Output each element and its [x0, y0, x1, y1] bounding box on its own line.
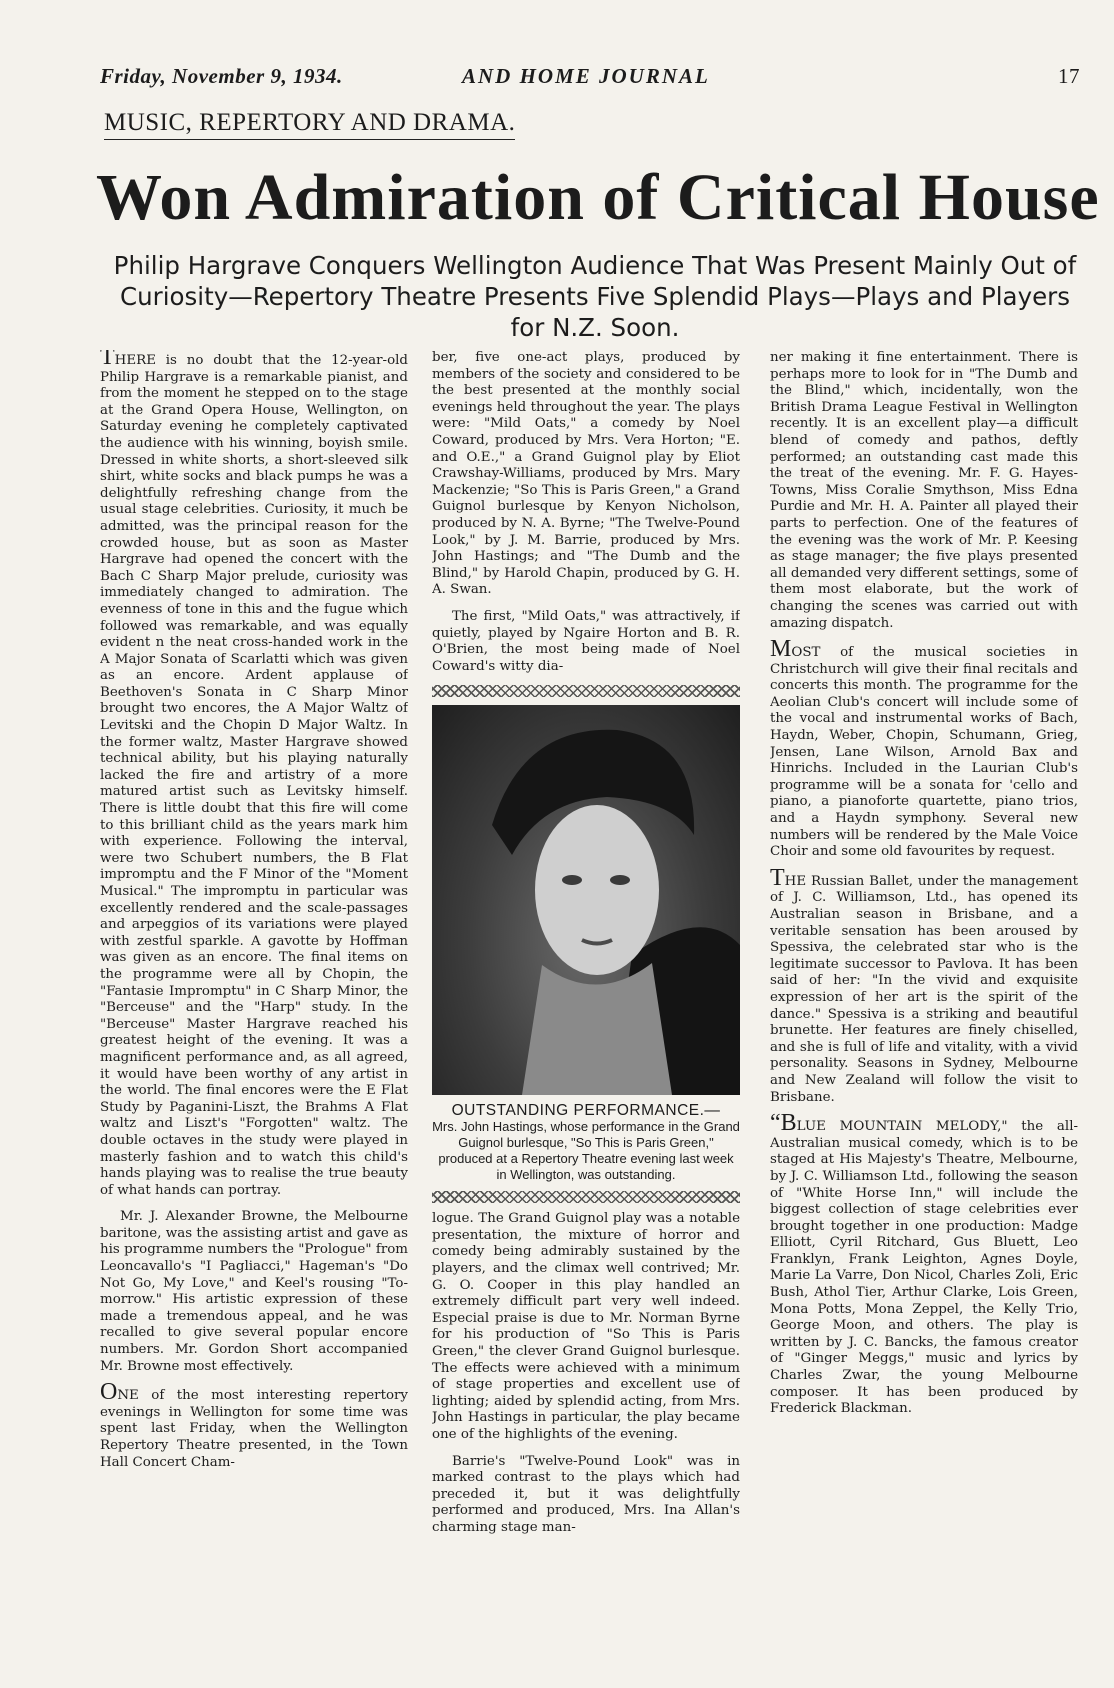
- caption-body: Mrs. John Hastings, whose performance in the Grand Guignol burlesque, "So This is Paris Green," produced at a Repertory Theatre evening last week in Wellington, was outstanding.: [432, 1119, 740, 1183]
- photo-caption: [432, 1103, 740, 1183]
- paragraph: Mr. J. Alexander Browne, the Melbourne baritone, was the assisting artist and gave as his programme numbers the "Prologue" from Leoncavallo's "I Pagliacci," Hageman's "Do Not Go, My Love," and Keel's rousing "To-morrow." His artistic expression of these made a tremendous appeal, and he was recalled to give several popular encore numbers. Mr. Gordon Short accompanied Mr. Browne most effectively.: [100, 1209, 408, 1374]
- drop-cap: T: [770, 864, 785, 891]
- paragraph-text: HERE is no doubt that the 12-year-old Philip Hargrave is a remarkable pianist, and from the moment he stepped on to the stage at the Grand Opera House, Wellington, on Saturday evening he completely captivated the audience with his winning, boyish smile. Dressed in white shorts, a short-sleeved silk shirt, white socks and black pumps he was a delightfully refreshing change from the usual stage celebrities. Curiosity, it much be admitted, was the principal reason for the crowded house, but as soon as Master Hargrave had opened the concert with the Bach C Sharp Major prelude, curiosity was immediately changed to admiration. The evenness of tone in this and the fugue which followed was remarkable, and was equally evident n the neat cross-handed work in the A Major Sonata of Scarlatti which was given as an encore. Ardent applause of Beethoven's Sonata in C Sharp Minor brought two encores, the A Major Waltz of Levitski and the Chopin D Major Waltz. In the former waltz, Master Hargrave showed technical ability, but his playing naturally lacked the fire and artistry of a more matured artist such as Levitsky himself. There is little doubt that this fire will come to this brilliant child as the years mark him with experience. Following the interval, were two Schubert numbers, the B Flat impromptu and the F Minor of the "Moment Musical." The impromptu in particular was excellently rendered and the scale-passages and arpeggios of its variations were played with zestful sparkle. A gavotte by Hoffman was given as an encore. The final items on the programme were all by Chopin, the "Fantasie Impromptu" in C Sharp Minor, the "Berceuse" and the "Harp" study. In the "Berceuse" Master Hargrave reached his greatest height of the evening. It was a magnificent performance and, as all agreed, it would have been worthy of any artist in the world. The final encores were the E Flat Study by Paganini-Liszt, the Brahms A Flat waltz and Liszt's "Forgotten" waltz. The double octaves in the study were played in masterly fashion and to watch this child's hands playing was to realise the true beauty of what hands can portray.: [100, 353, 408, 1198]
- paragraph-text: OST of the musical societies in Christchurch will give their final recitals and concerts this month. The programme for the Aeolian Club's concert will include some of the vocal and instrumental works of Bach, Haydn, Weber, Chopin, Schumann, Grieg, Jensen, Lane Wilson, Arnold Bax and Hinrichs. Included in the Laurian Club's programme will be a sonata for 'cello and piano, a pianoforte quartette, piano trios, and a Haydn symphony. Several new numbers will be rendered by the Male Voice Choir and some old favourites by request.: [770, 645, 1078, 860]
- page-number: 17: [1058, 64, 1080, 88]
- portrait-photo: [432, 705, 740, 1095]
- paragraph: The first, "Mild Oats," was attractively, if quietly, played by Ngaire Horton and B. R. O'Brien, the most being made of Noel Coward's witty dia-: [432, 608, 740, 674]
- paragraph-text: HE Russian Ballet, under the management of J. C. Williamson, Ltd., has opened its Australian season in Brisbane, and a veritable sensation has been aroused by Spessiva, the celebrated star who is the legitimate successor to Pavlova. It has been said of her: "In the vivid and exquisite expression of her art is the spirit of the dance." Spessiva is a striking and beautiful brunette. Her features are finely chiselled, and she is full of life and vitality, with a vivid personality. Seasons in Sydney, Melbourne and New Zealand will follow the visit to Brisbane.: [770, 873, 1078, 1105]
- journal-name: AND HOME JOURNAL: [462, 64, 710, 88]
- headline: Won Admiration of Critical House: [96, 161, 1100, 234]
- drop-cap: T: [100, 350, 115, 370]
- drop-cap: M: [770, 636, 792, 663]
- paragraph: [770, 636, 1078, 861]
- paragraph: [100, 350, 408, 1199]
- paragraph: [770, 1110, 1078, 1418]
- paragraph: ner making it fine entertainment. There is perhaps more to look for in "The Dumb and the Blind," which, incidentally, won the British Drama League Festival in Wellington recently. It is an excellent play—a difficult blend of comedy and pathos, deftly performed; an outstanding cast made this the treat of the evening. Mr. F. G. Hayes-Towns, Miss Coralie Smythson, Miss Edna Purdie and Mr. H. A. Painter all played their parts to perfection. One of the features of the evening was the work of Mr. P. Keesing as stage manager; the five plays presented all demanded very different settings, some of them most elaborate, but the work of changing the scenes was carried out with amazing dispatch.: [770, 350, 1078, 631]
- drop-cap: “B: [770, 1110, 797, 1137]
- issue-date: Friday, November 9, 1934.: [100, 64, 343, 88]
- paragraph: ber, five one-act plays, produced by members of the society and considered to be the best presented at the monthly social evenings held throughout the year. The plays were: "Mild Oats," a comedy by Noel Coward, produced by Mrs. Vera Horton; "E. and O.E.," a Grand Guignol play by Eliot Crawshay-Williams, produced by Mrs. Mary Mackenzie; "So This is Paris Green," a Grand Guignol burlesque by Kenyon Nicholson, produced by N. A. Byrne; "The Twelve-Pound Look," by J. M. Barrie, produced by Mrs. John Hastings; and "The Dumb and the Blind," by Harold Chapin, produced by G. H. A. Swan.: [432, 350, 740, 598]
- article-column-3: [770, 350, 1078, 1670]
- paragraph-text: LUE MOUNTAIN MELODY," the all-Australian musical comedy, which is to be staged at His Majesty's Theatre, Melbourne, by J. C. Williamson Ltd., following the season of "White Horse Inn," will include the biggest collection of stage celebrities ever brought together in one production: Madge Elliott, Cyril Ritchard, Gus Bluett, Leo Franklyn, Frank Leighton, Agnes Doyle, Marie La Varre, Don Nicol, Charles Zoli, Eric Bush, Athol Tier, Arthur Clarke, Lois Green, Mona Potts, Mona Zeppel, the Kelly Trio, George Moon, and others. The play is written by J. C. Bancks, the famous creator of "Ginger Meggs," music and lyrics by Charles Zwar, the young Melbourne composer. It has been produced by Frederick Blackman.: [770, 1119, 1078, 1417]
- section-title: MUSIC, REPERTORY AND DRAMA.: [104, 108, 515, 140]
- paragraph: logue. The Grand Guignol play was a notable presentation, the mixture of horror and comedy being admirably sustained by the players, and the climax well contrived; Mr. G. O. Cooper in this play handled an extremely difficult part very well indeed. Especial praise is due to Mr. Norman Byrne for his production of "So This is Paris Green," the clever Grand Guignol burlesque. The effects were achieved with a minimum of stage properties and excellent use of lighting; aided by splendid acting, from Mrs. John Hastings in particular, the play became one of the highlights of the evening.: [432, 1211, 740, 1442]
- subheadline: Philip Hargrave Conquers Wellington Audience That Was Present Mainly Out of Curiosity—Repertory Theatre Presents Five Splendid Plays—Plays and Players for N.Z. Soon.: [113, 251, 1077, 342]
- paragraph-text: NE of the most interesting repertory evenings in Wellington for some time was spent last Friday, when the Wellington Repertory Theatre presented, in the Town Hall Concert Cham-: [100, 1388, 408, 1470]
- drop-cap: O: [100, 1379, 118, 1406]
- ornamental-rule: [432, 1191, 740, 1203]
- paragraph: Barrie's "Twelve-Pound Look" was in marked contrast to the plays which had preceded it, but it was delightfully performed and produced, Mrs. Ina Allan's charming stage man-: [432, 1453, 740, 1535]
- paragraph: [770, 864, 1078, 1106]
- masthead: [100, 64, 1080, 94]
- article-column-2: [432, 350, 740, 1670]
- article-column-1: [100, 350, 408, 1670]
- caption-title: OUTSTANDING PERFORMANCE.—: [451, 1102, 721, 1120]
- paragraph: [100, 1379, 408, 1471]
- ornamental-rule: [432, 685, 740, 697]
